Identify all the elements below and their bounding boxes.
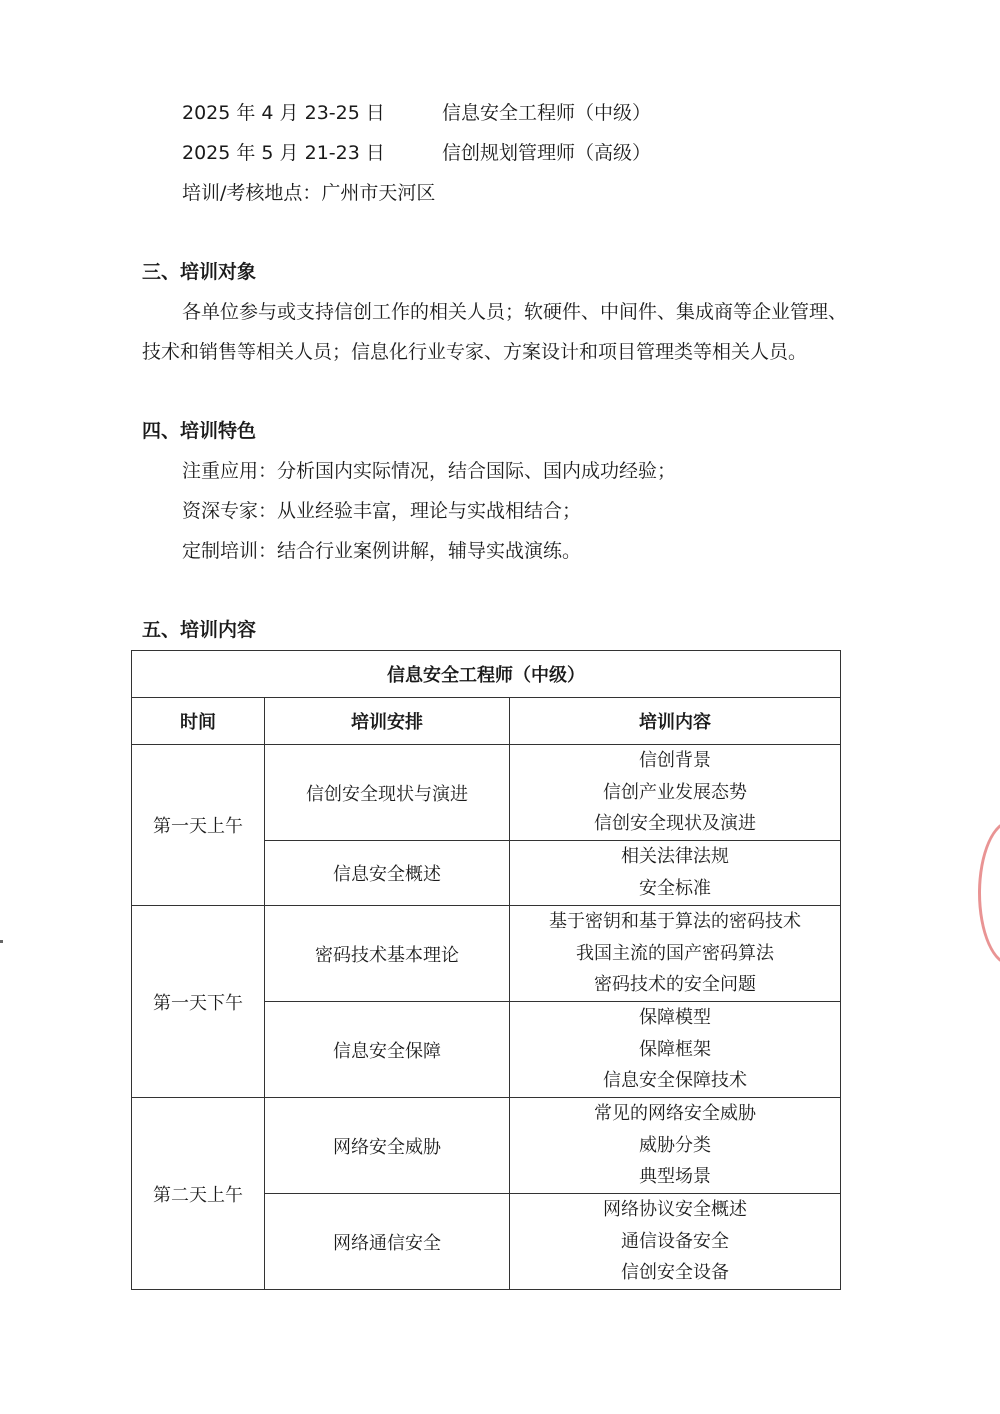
- arrangement-cell: 密码技术基本理论: [265, 906, 510, 1002]
- content-cell: [510, 906, 841, 1002]
- course-table: [131, 650, 841, 1290]
- content-item: 保障模型: [639, 1007, 711, 1029]
- table-row: [132, 745, 841, 841]
- feature-item: 资深专家：从业经验丰富，理论与实战相结合；: [182, 500, 582, 522]
- schedule-course-2: 信创规划管理师（高级）: [442, 142, 652, 164]
- time-cell: 第一天下午: [132, 906, 265, 1098]
- arrangement-cell: 网络通信安全: [265, 1194, 510, 1290]
- section-3-heading: 三、培训对象: [142, 261, 257, 283]
- time-cell: 第二天上午: [132, 1098, 265, 1290]
- arrangement-cell: 信息安全保障: [265, 1002, 510, 1098]
- header-arrangement: 培训安排: [265, 698, 510, 745]
- content-item: 密码技术的安全问题: [594, 974, 756, 996]
- table-row: [132, 1098, 841, 1194]
- feature-item: 注重应用：分析国内实际情况，结合国际、国内成功经验；: [182, 460, 677, 482]
- content-item: 信创安全现状及演进: [594, 813, 756, 835]
- content-cell: [510, 1002, 841, 1098]
- table-caption: 信息安全工程师（中级）: [132, 651, 841, 698]
- content-item: 威胁分类: [639, 1134, 711, 1156]
- scan-mark: [0, 940, 3, 943]
- arrangement-cell: 信创安全现状与演进: [265, 745, 510, 841]
- schedule-date-1: 2025 年 4 月 23-25 日: [182, 102, 385, 124]
- red-seal-stamp: [978, 820, 1000, 966]
- content-item: 保障框架: [639, 1038, 711, 1060]
- content-item: 信创背景: [639, 750, 711, 772]
- section-3-paragraph-line-1: 各单位参与或支持信创工作的相关人员；软硬件、中间件、集成商等企业管理、: [182, 301, 848, 323]
- training-location: 培训/考核地点：广州市天河区: [182, 182, 436, 204]
- content-item: 通信设备安全: [621, 1230, 729, 1252]
- schedule-date-2: 2025 年 5 月 21-23 日: [182, 142, 385, 164]
- table-row: [132, 906, 841, 1002]
- section-4-heading: 四、培训特色: [142, 420, 257, 442]
- content-item: 信息安全保障技术: [603, 1070, 747, 1092]
- section-3-paragraph-line-2: 技术和销售等相关人员；信息化行业专家、方案设计和项目管理类等相关人员。: [142, 341, 808, 363]
- arrangement-cell: 网络安全威胁: [265, 1098, 510, 1194]
- header-content: 培训内容: [510, 698, 841, 745]
- content-item: 信创安全设备: [621, 1262, 729, 1284]
- content-item: 网络协议安全概述: [603, 1199, 747, 1221]
- feature-item: 定制培训：结合行业案例讲解，辅导实战演练。: [182, 540, 582, 562]
- arrangement-cell: 信息安全概述: [265, 841, 510, 906]
- content-item: 我国主流的国产密码算法: [576, 942, 774, 964]
- schedule-course-1: 信息安全工程师（中级）: [442, 102, 652, 124]
- content-item: 常见的网络安全威胁: [594, 1103, 756, 1125]
- content-item: 安全标准: [639, 878, 711, 899]
- content-item: 基于密钥和基于算法的密码技术: [549, 911, 801, 933]
- content-item: 典型场景: [639, 1166, 711, 1188]
- content-item: 相关法律法规: [621, 846, 729, 868]
- content-cell: [510, 1098, 841, 1194]
- content-item: 信创产业发展态势: [603, 781, 747, 803]
- content-cell: [510, 745, 841, 841]
- header-time: 时间: [132, 698, 265, 745]
- section-5-heading: 五、培训内容: [142, 619, 257, 641]
- time-cell: 第一天上午: [132, 745, 265, 906]
- content-cell: [510, 841, 841, 906]
- content-cell: [510, 1194, 841, 1290]
